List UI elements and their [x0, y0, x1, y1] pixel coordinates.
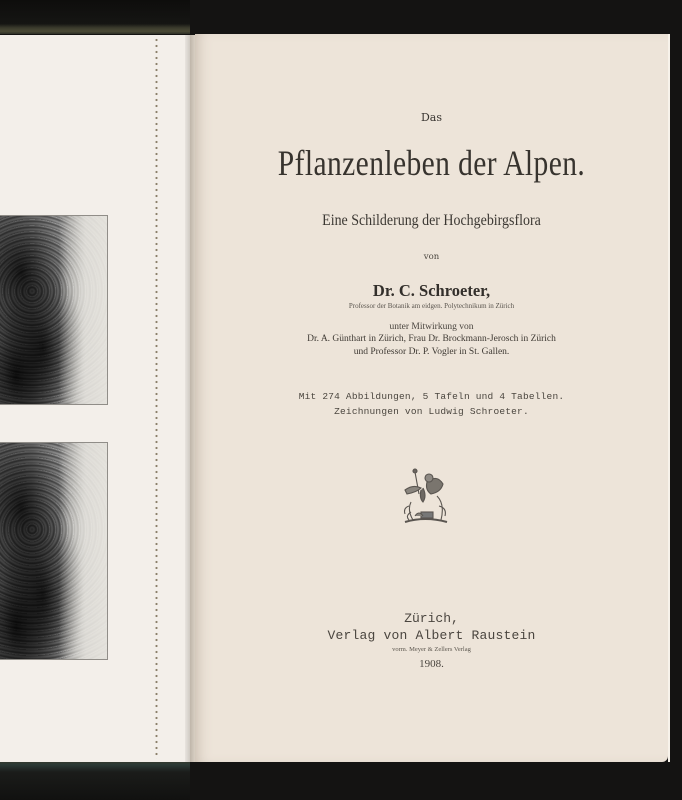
title-article: Das [420, 111, 443, 124]
illustrations-note: Mit 274 Abbildungen, 5 Tafeln und 4 Tabellen. [298, 391, 565, 402]
book-binding-top [0, 0, 190, 34]
author-position: Professor der Botanik am eidgen. Polytechnikum in Zürich [348, 302, 515, 310]
frontispiece-page [0, 35, 190, 762]
book-title: Pflanzenleben der Alpen. [277, 143, 586, 183]
cherub-ornament-icon [393, 466, 457, 530]
by-label: von [423, 252, 440, 262]
drawings-credit: Zeichnungen von Ludwig Schroeter. [334, 406, 529, 417]
perforation-line [155, 37, 158, 759]
publication-year: 1908. [419, 658, 444, 670]
collaborators-line-2: und Professor Dr. P. Vogler in St. Gallen. [353, 347, 510, 357]
publication-place: Zürich, [404, 611, 459, 626]
publisher-note: vorm. Meyer & Zellers Verlag [392, 646, 471, 653]
page-edge-right [668, 34, 670, 762]
book-binding-bottom [0, 760, 190, 800]
collaborators-line-1: Dr. A. Günthart in Zürich, Frau Dr. Brockmann-Jerosch in Zürich [307, 334, 556, 344]
title-page [195, 34, 668, 762]
author-name: Dr. C. Schroeter, [372, 281, 491, 300]
publisher-name: Verlag von Albert Raustein [327, 628, 536, 643]
photo-plate-bottom [0, 442, 108, 660]
collaboration-intro: unter Mitwirkung von [389, 322, 474, 332]
book-subtitle: Eine Schilderung der Hochgebirgsflora [322, 212, 541, 229]
photo-plate-top [0, 215, 108, 405]
